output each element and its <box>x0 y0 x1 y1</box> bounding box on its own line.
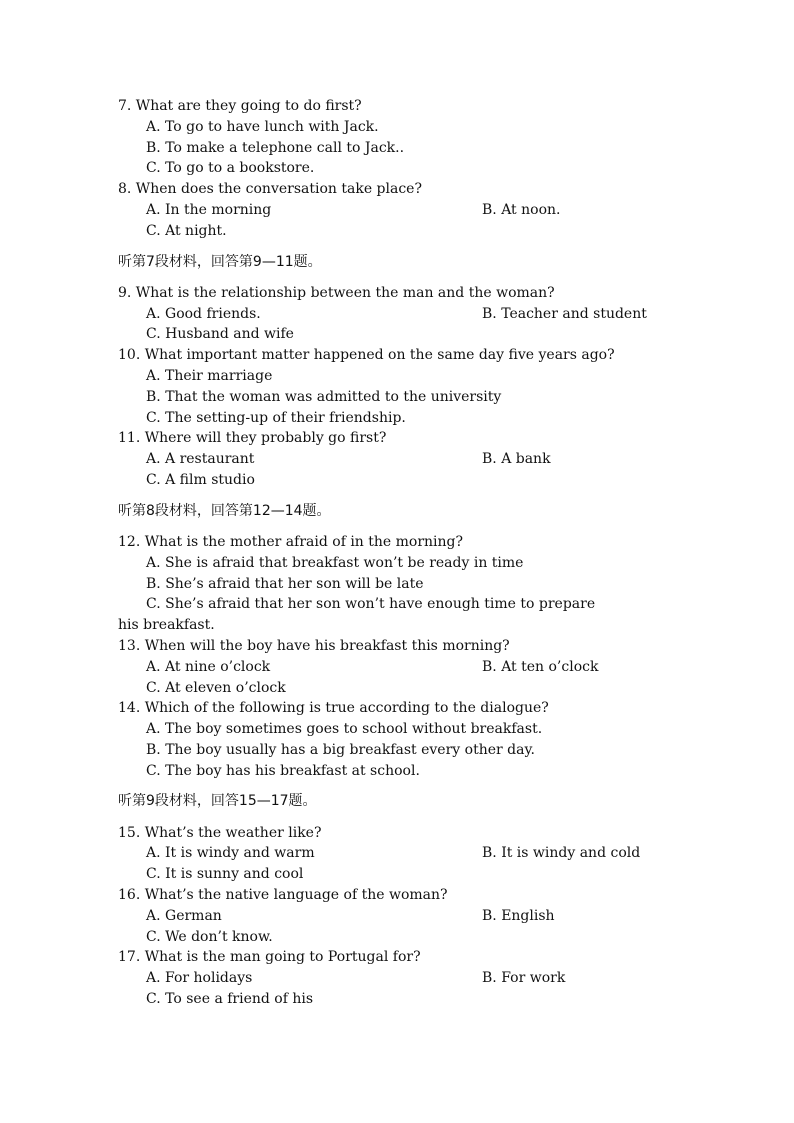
option-13c: C. At eleven o’clock <box>146 679 286 696</box>
question-11: 11. Where will they probably go first? <box>118 430 387 447</box>
question-13: 13. When will the boy have his breakfast this morning? <box>118 637 510 654</box>
option-9c: C. Husband and wife <box>146 326 294 343</box>
option-16c: C. We don’t know. <box>146 928 273 945</box>
option-15c: C. It is sunny and cool <box>146 866 304 883</box>
question-9: 9. What is the relationship between the man and the woman? <box>118 284 555 301</box>
option-7c: C. To go to a bookstore. <box>146 160 315 177</box>
question-17: 17. What is the man going to Portugal for? <box>118 949 421 966</box>
option-10c: C. The setting-up of their friendship. <box>146 409 406 426</box>
option-14a: A. The boy sometimes goes to school without breakfast. <box>146 721 543 738</box>
option-8a: A. In the morning <box>146 201 272 218</box>
option-12c: C. She’s afraid that her son won’t have enough time to prepare <box>146 596 596 613</box>
question-12: 12. What is the mother afraid of in the morning? <box>118 533 464 550</box>
option-7a: A. To go to have lunch with Jack. <box>146 118 379 135</box>
option-17a: A. For holidays <box>146 970 253 987</box>
option-11a: A. A restaurant <box>146 451 255 468</box>
option-17c: C. To see a friend of his <box>146 991 314 1008</box>
option-8b: B. At noon. <box>482 201 561 218</box>
question-14: 14. Which of the following is true according to the dialogue? <box>118 700 549 717</box>
option-15a: A. It is windy and warm <box>146 845 315 862</box>
option-12c-continuation: his breakfast. <box>118 617 215 634</box>
option-16a: A. German <box>146 907 222 924</box>
option-13a: A. At nine o’clock <box>146 658 271 675</box>
option-17b: B. For work <box>482 970 566 987</box>
question-list <box>118 96 678 1010</box>
section-heading-9: 听第9段材料，回答15—17题。 <box>118 793 317 810</box>
question-8: 8. When does the conversation take place? <box>118 181 422 198</box>
option-7b: B. To make a telephone call to Jack.. <box>146 139 405 156</box>
question-10: 10. What important matter happened on the same day five years ago? <box>118 347 615 364</box>
option-11b: B. A bank <box>482 451 551 468</box>
option-15b: B. It is windy and cold <box>482 845 641 862</box>
option-13b: B. At ten o’clock <box>482 658 599 675</box>
option-16b: B. English <box>482 907 555 924</box>
option-14b: B. The boy usually has a big breakfast every other day. <box>146 741 535 758</box>
option-12b: B. She’s afraid that her son will be late <box>146 575 424 592</box>
option-9b: B. Teacher and student <box>482 305 647 322</box>
question-15: 15. What’s the weather like? <box>118 824 322 841</box>
option-14c: C. The boy has his breakfast at school. <box>146 762 420 779</box>
question-16: 16. What’s the native language of the woman? <box>118 887 448 904</box>
option-8c: C. At night. <box>146 222 227 239</box>
option-9a: A. Good friends. <box>146 305 261 322</box>
section-heading-8: 听第8段材料，回答第12—14题。 <box>118 502 331 519</box>
option-10a: A. Their marriage <box>146 367 273 384</box>
section-heading-7: 听第7段材料，回答第9—11题。 <box>118 253 322 270</box>
option-12a: A. She is afraid that breakfast won’t be ready in time <box>146 554 524 571</box>
option-11c: C. A film studio <box>146 471 255 488</box>
question-7: 7. What are they going to do first? <box>118 98 362 114</box>
option-10b: B. That the woman was admitted to the university <box>146 388 502 405</box>
